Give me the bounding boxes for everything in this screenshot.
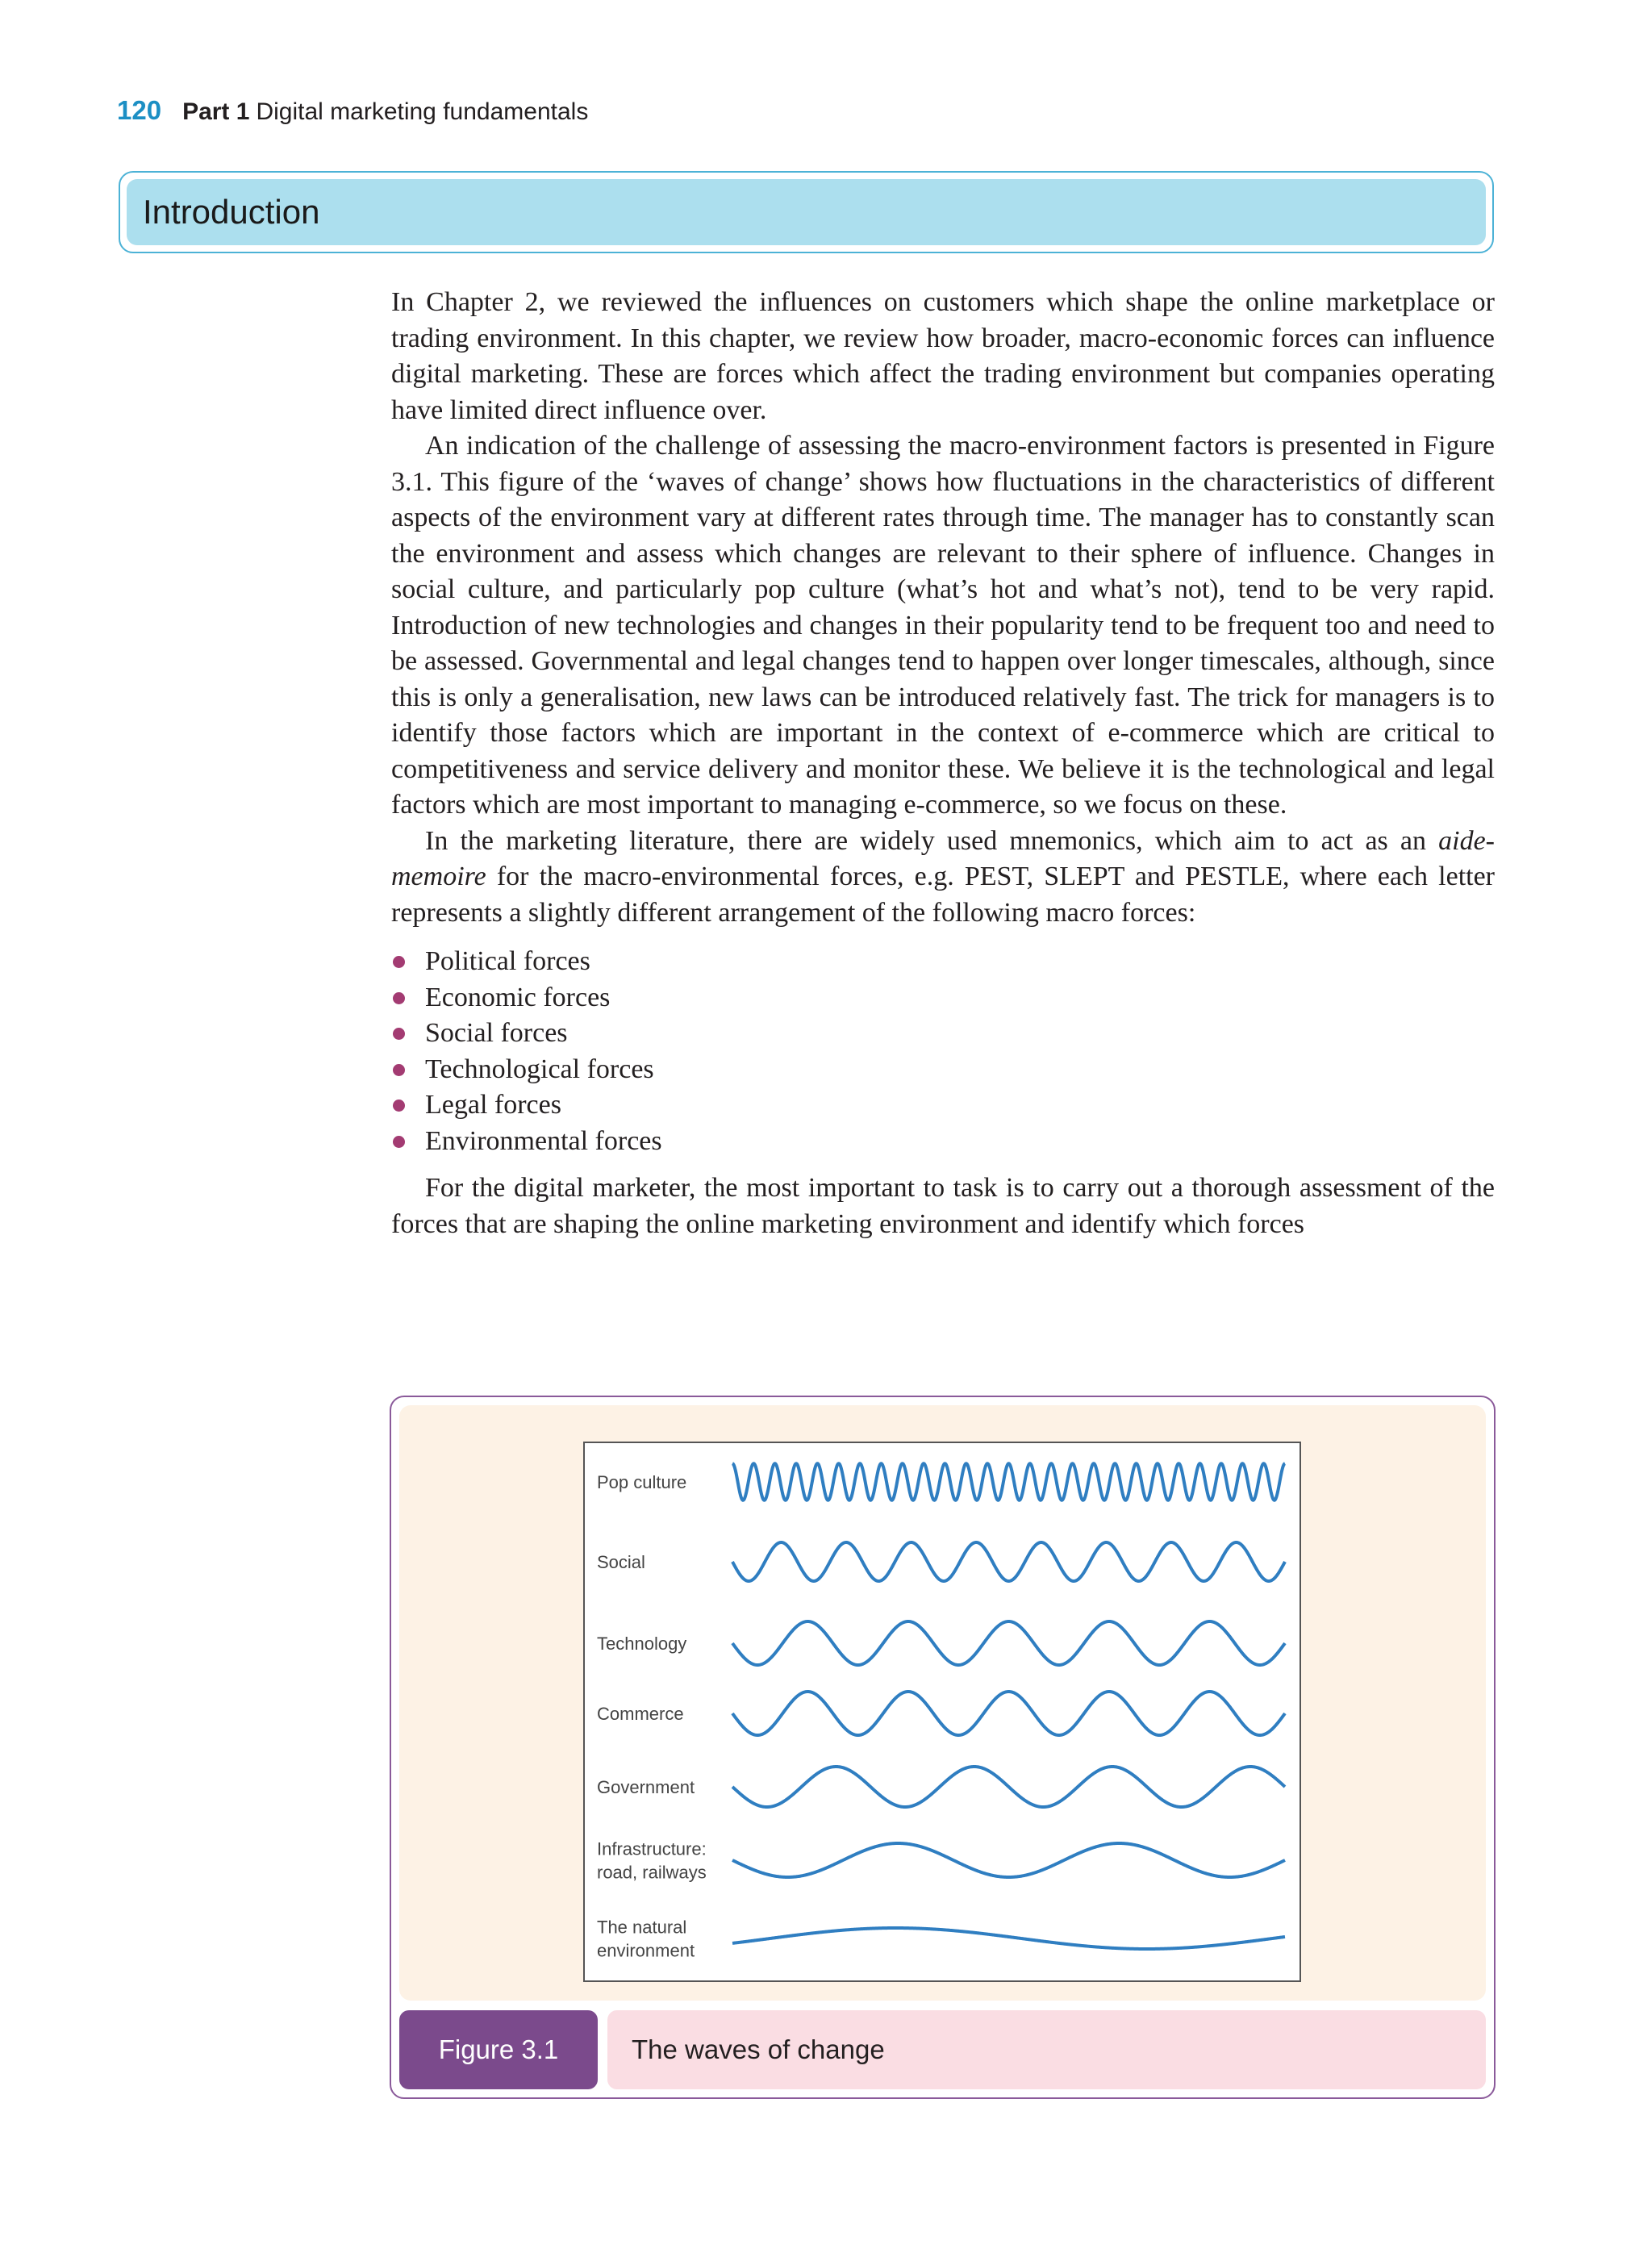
series-label: Infrastructure: road, railways [597, 1838, 707, 1883]
figure-3-1 [390, 1396, 1496, 2099]
series-label: Commerce [597, 1704, 684, 1724]
running-head [117, 95, 588, 126]
paragraph-2: An indication of the challenge of assessing the macro-environment factors is presented in Figure 3.1. This figure of the ‘waves of change’ shows how fluctuations in the characteristics of different aspects of the environment vary at different rates through time. The manager has to constantly scan the environment and assess which changes are relevant to their sphere of influence. Changes in social culture, and particularly pop culture (what’s hot and what’s not), tend to be very rapid. Introduction of new technologies and changes in their popularity tend to be frequent too and need to be assessed. Governmental and legal changes tend to happen over longer timescales, although, since this is only a generalisation, new laws can be introduced relatively fast. The trick for managers is to identify those factors which are important in the context of e-commerce which are critical to competitiveness and service delivery and monitor these. We believe it is the technological and legal factors which are most important to managing e-commerce, so we focus on these. [391, 431, 1495, 820]
waves-of-change-chart [583, 1442, 1301, 1982]
part-title: Digital marketing fundamentals [256, 98, 589, 125]
paragraph-3 [391, 824, 1495, 932]
list-item: Legal forces [391, 1087, 1495, 1124]
body-text [391, 285, 1495, 1242]
section-heading-box [119, 171, 1494, 253]
series-label: The natural environment [597, 1917, 695, 1961]
paragraph-3-italic: aide-memoire [391, 825, 1495, 891]
paragraph-3-start: In the marketing literature, there are widely used mnemonics, which aim to act as an [425, 825, 1426, 856]
series-label: Government [597, 1777, 695, 1797]
paragraph-4: For the digital marketer, the most important to task is to carry out a thorough assessment of the forces that are shaping the online marketing environment and identify which forces [391, 1173, 1495, 1239]
figure-background [399, 1405, 1486, 2001]
series-label: Technology [597, 1634, 687, 1654]
paragraph-3-end: for the macro-environmental forces, e.g. PEST, SLEPT and PESTLE, where each letter represents a slightly different arrangement of the following macro forces: [391, 862, 1495, 928]
page-number: 120 [117, 95, 162, 125]
section-heading-fill [127, 179, 1486, 245]
forces-list [391, 944, 1495, 1159]
list-item: Political forces [391, 944, 1495, 980]
part-number: Part 1 [182, 98, 250, 125]
list-item: Social forces [391, 1016, 1495, 1052]
list-item: Technological forces [391, 1052, 1495, 1088]
figure-caption: The waves of change [607, 2010, 1486, 2089]
list-item: Economic forces [391, 980, 1495, 1016]
list-item: Environmental forces [391, 1124, 1495, 1160]
series-label: Social [597, 1552, 645, 1572]
figure-label: Figure 3.1 [399, 2010, 598, 2089]
series-label: Pop culture [597, 1472, 687, 1492]
paragraph-1: In Chapter 2, we reviewed the influences on customers which shape the online marketplace or trading environment. In this chapter, we review how broader, macro-economic forces can influence digital marketing. These are forces which affect the trading environment but companies operating have limited direct influence over. [391, 287, 1495, 425]
section-title: Introduction [143, 193, 320, 231]
chart-frame [584, 1442, 1300, 1981]
